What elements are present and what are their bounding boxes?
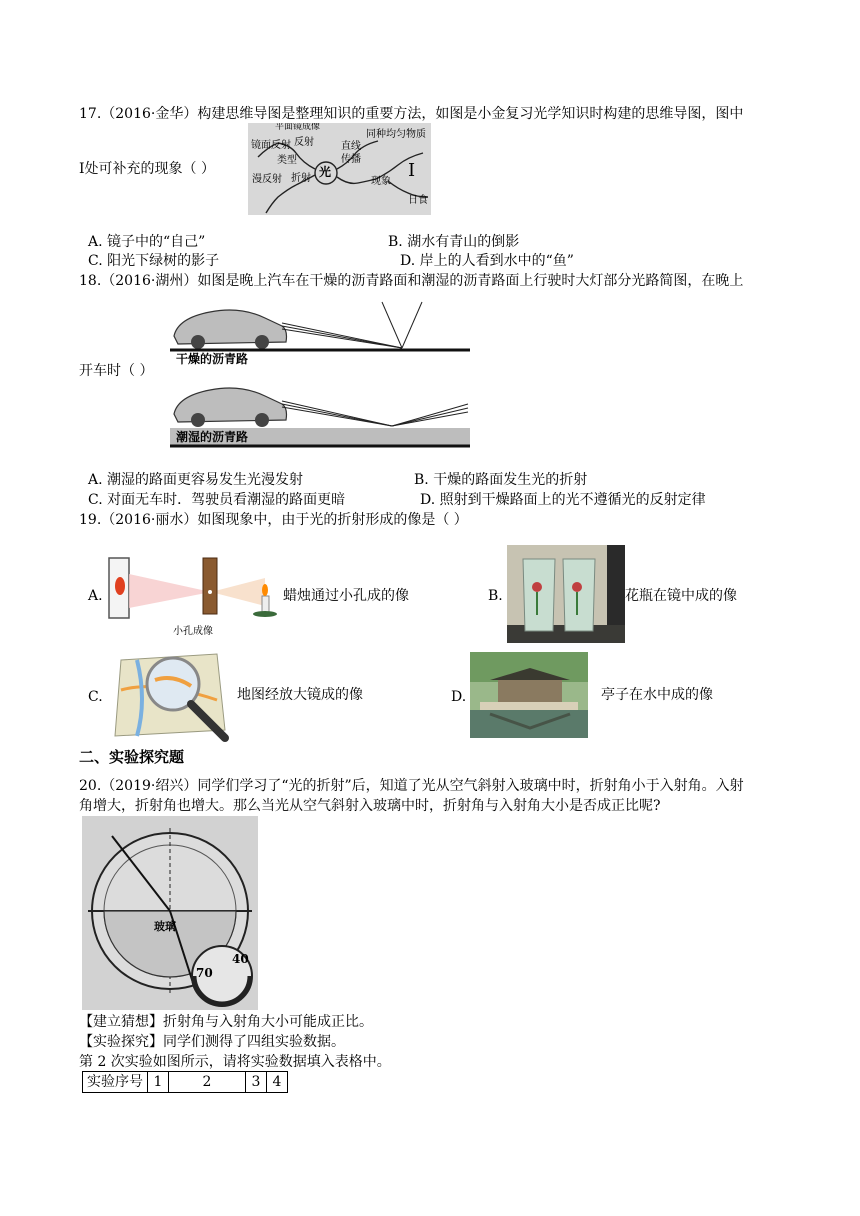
map-types: 类型 xyxy=(277,155,297,166)
q19-stem: 19.（2016·丽水）如图现象中，由于光的折射形成的像是（ ） xyxy=(79,512,468,528)
q18-option-c: C. 对面无车时．驾驶员看潮湿的路面更暗 xyxy=(88,492,346,508)
q19-option-a-letter: A. xyxy=(88,588,103,604)
table-col-2: 2 xyxy=(169,1072,246,1093)
dry-road-label: 干燥的沥青路 xyxy=(176,352,249,366)
wet-road-label: 潮湿的沥青路 xyxy=(176,430,249,444)
map-eclipse: 日食 xyxy=(408,195,428,206)
map-straight: 直线 xyxy=(341,141,361,152)
q19-option-d-letter: D. xyxy=(451,689,467,705)
q17-option-a: A. 镜子中的“自己” xyxy=(88,234,206,250)
q20-data-table xyxy=(82,1071,288,1093)
q18-dry-road-figure xyxy=(170,296,470,368)
q20-instruction: 第 2 次实验如图所示，请将实验数据填入表格中。 xyxy=(79,1054,391,1070)
q18-wet-road-figure xyxy=(170,382,470,452)
map-refraction: 折射 xyxy=(291,173,311,184)
q17-stem-line2: Ⅰ处可补充的现象（ ） xyxy=(79,161,215,177)
glass-label: 玻璃 xyxy=(154,920,176,933)
q18-stem-line2: 开车时（ ） xyxy=(79,363,154,379)
q20-stem-line1: 20.（2019·绍兴）同学们学习了“光的折射”后，知道了光从空气斜射入玻璃中时，折射角小于入射角。入射 xyxy=(79,778,744,794)
pinhole-caption: 小孔成像 xyxy=(173,626,213,637)
section-title: 二、实验探究题 xyxy=(79,748,185,766)
q19-pinhole-figure xyxy=(107,548,279,642)
map-reflection: 反射 xyxy=(294,137,314,148)
q20-protractor-figure xyxy=(82,816,258,1010)
map-diffuse: 漫反射 xyxy=(252,174,282,185)
q17-option-d: D. 岸上的人看到水中的“鱼” xyxy=(400,253,574,269)
q19-vase-mirror-figure xyxy=(507,545,625,643)
q17-mind-map-figure xyxy=(248,123,431,215)
q20-stem-line2: 角增大，折射角也增大。那么当光从空气斜射入玻璃中时，折射角与入射角大小是否成正比呢? xyxy=(79,798,661,814)
q18-stem-line1: 18.（2016·湖州）如图是晚上汽车在干燥的沥青路面和潮湿的沥青路面上行驶时大灯部分光路简图，在晚上 xyxy=(79,273,744,289)
q17-option-b: B. 湖水有青山的倒影 xyxy=(388,234,520,250)
q19-option-b-letter: B. xyxy=(488,588,503,604)
q19-option-d-text: 亭子在水中成的像 xyxy=(601,687,713,703)
table-col-4: 4 xyxy=(267,1072,288,1093)
map-propagation: 传播 xyxy=(341,154,361,165)
q19-option-c-letter: C. xyxy=(88,689,103,705)
map-roman-one: Ⅰ xyxy=(408,160,416,181)
scale-right-reading: 40 xyxy=(232,952,249,966)
map-plane-mirror: 平面镜成像 xyxy=(275,123,321,132)
q19-option-a-text: 蜡烛通过小孔成的像 xyxy=(283,588,409,604)
map-same-medium: 同种均匀物质 xyxy=(366,129,426,140)
q17-stem-line1: 17.（2016·金华）构建思维导图是整理知识的重要方法，如图是小金复习光学知识时构建的思维导图，图中 xyxy=(79,106,744,122)
q19-option-c-text: 地图经放大镜成的像 xyxy=(237,687,363,703)
scale-left-reading: 70 xyxy=(196,966,213,980)
map-specular: 镜面反射 xyxy=(251,140,291,151)
q20-hypothesis: 【建立猜想】折射角与入射角大小可能成正比。 xyxy=(79,1014,373,1030)
q19-magnifier-figure xyxy=(107,650,235,745)
table-header-cell: 实验序号 xyxy=(83,1072,148,1093)
map-phenomenon: 现象 xyxy=(371,176,391,187)
table-row xyxy=(83,1072,288,1093)
q18-option-d: D. 照射到干燥路面上的光不遵循光的反射定律 xyxy=(420,492,706,508)
q18-option-a: A. 潮湿的路面更容易发生光漫发射 xyxy=(88,472,304,488)
table-col-3: 3 xyxy=(246,1072,267,1093)
q17-option-c: C. 阳光下绿树的影子 xyxy=(88,253,220,269)
q20-experiment: 【实验探究】同学们测得了四组实验数据。 xyxy=(79,1034,345,1050)
q19-option-b-text: 花瓶在镜中成的像 xyxy=(625,588,737,604)
map-center-light: 光 xyxy=(319,165,332,179)
table-col-1: 1 xyxy=(148,1072,169,1093)
q19-pavilion-figure xyxy=(470,652,588,738)
q18-option-b: B. 干燥的路面发生光的折射 xyxy=(414,472,588,488)
